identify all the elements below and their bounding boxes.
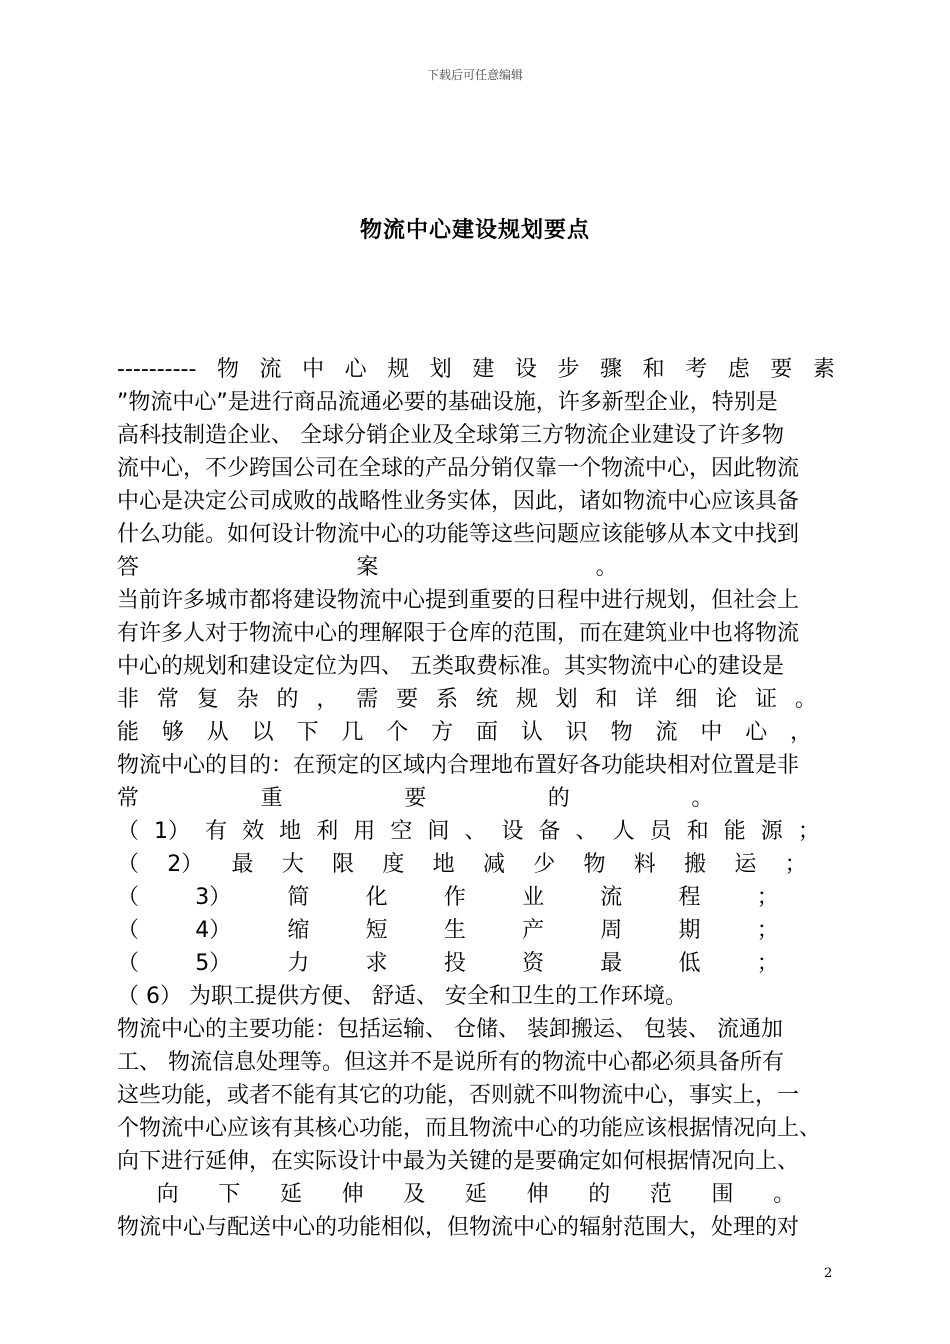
text-segment: （ (117, 819, 140, 844)
text-segment: 常 (156, 687, 179, 712)
text-segment: 人 (612, 819, 635, 844)
text-segment: 步 (557, 357, 580, 382)
text-segment: 重 (260, 786, 283, 811)
body-text (117, 353, 835, 1244)
text-line (117, 1178, 835, 1211)
text-segment: ； (756, 885, 779, 910)
text-segment: 作 (443, 885, 466, 910)
text-segment: 4） (195, 918, 232, 943)
text-segment: 期 (678, 918, 701, 943)
text-segment: 产 (522, 918, 545, 943)
text-segment: 中 (302, 357, 325, 382)
text-line (117, 716, 835, 749)
text-segment: 限 (332, 852, 355, 877)
text-segment: 间 (427, 819, 450, 844)
text-line: 工、 物流信息处理等。但这并不是说所有的物流中心都必须具备所有 (117, 1050, 784, 1075)
text-segment: 划 (555, 687, 578, 712)
text-segment: 。 (794, 687, 817, 712)
text-segment: 下 (296, 720, 319, 745)
text-segment: ---------- (117, 357, 197, 382)
text-segment: 短 (365, 918, 388, 943)
text-segment: 考 (685, 357, 708, 382)
text-segment: 化 (365, 885, 388, 910)
text-segment: 要 (396, 687, 419, 712)
text-segment: 面 (476, 720, 499, 745)
text-segment: ， (790, 720, 813, 745)
text-segment: 物 (610, 720, 633, 745)
text-segment: （ (117, 852, 140, 877)
text-segment: 建 (472, 357, 495, 382)
text-segment: 认 (520, 720, 543, 745)
text-line: 物流中心与配送中心的功能相似，但物流中心的辐射范围大，处理的对 (117, 1215, 800, 1240)
text-line: 高科技制造企业、 全球分销企业及全球第三方物流企业建设了许多物 (117, 423, 784, 448)
text-segment: 搬 (684, 852, 707, 877)
text-segment: 求 (365, 951, 388, 976)
text-line: 中心是决定公司成败的战略性业务实体，因此，诸如物流中心应该具备 (117, 489, 800, 514)
text-segment: 物 (216, 357, 239, 382)
text-segment: 个 (386, 720, 409, 745)
text-segment: 大 (281, 852, 304, 877)
text-line: 有许多人对于物流中心的理解限于仓库的范围，而在建筑业中也将物流 (117, 621, 800, 646)
text-segment: 向 (156, 1182, 179, 1207)
text-segment: ； (756, 918, 779, 943)
text-segment: 规 (515, 687, 538, 712)
text-segment: 投 (443, 951, 466, 976)
text-segment: 流 (600, 885, 623, 910)
text-segment: （ (117, 918, 140, 943)
text-segment: 能 (117, 720, 140, 745)
text-segment: 伸 (526, 1182, 549, 1207)
text-segment: ； (797, 819, 820, 844)
text-segment: 骤 (600, 357, 623, 382)
text-segment: 最 (231, 852, 254, 877)
text-segment: 心 (745, 720, 768, 745)
text-segment: 延 (279, 1182, 302, 1207)
text-segment: 够 (161, 720, 184, 745)
text-segment: 度 (382, 852, 405, 877)
text-segment: 周 (600, 918, 623, 943)
text-segment: 地 (432, 852, 455, 877)
text-segment: 最 (600, 951, 623, 976)
text-segment: 减 (482, 852, 505, 877)
text-segment: 少 (533, 852, 556, 877)
text-segment: 有 (205, 819, 228, 844)
text-segment: 设 (501, 819, 524, 844)
text-line (117, 353, 835, 386)
text-segment: 详 (635, 687, 658, 712)
text-segment: 空 (390, 819, 413, 844)
text-line: 物流中心的主要功能：包括运输、 仓储、 装卸搬运、 包装、 流通加 (117, 1017, 783, 1042)
text-segment: 用 (353, 819, 376, 844)
text-line: 流中心，不少跨国公司在全球的产品分销仅靠一个物流中心，因此物流 (117, 456, 800, 481)
text-line: 这些功能，或者不能有其它的功能，否则就不叫物流中心，事实上，一 (117, 1083, 800, 1108)
text-segment: ； (756, 951, 779, 976)
text-segment: 系 (436, 687, 459, 712)
text-segment: 中 (700, 720, 723, 745)
text-segment: 简 (287, 885, 310, 910)
text-segment: 地 (279, 819, 302, 844)
text-segment: 1） (154, 819, 191, 844)
text-segment: 以 (251, 720, 274, 745)
text-line (117, 551, 835, 584)
text-segment: 下 (218, 1182, 241, 1207)
text-segment: ， (316, 687, 339, 712)
text-segment: 和 (686, 819, 709, 844)
text-segment: 备 (538, 819, 561, 844)
text-line (117, 683, 835, 716)
text-segment: 设 (514, 357, 537, 382)
text-segment: 生 (443, 918, 466, 943)
text-segment: 能 (723, 819, 746, 844)
text-segment: 非 (117, 687, 140, 712)
text-segment: （ (117, 951, 140, 976)
text-line (117, 815, 835, 848)
text-line: 什么功能。如何设计物流中心的功能等这些问题应该能够从本文中找到 (117, 522, 800, 547)
text-segment: 资 (522, 951, 545, 976)
text-segment: ； (784, 852, 807, 877)
text-segment: 规 (387, 357, 410, 382)
text-segment: 要 (770, 357, 793, 382)
text-segment: 缩 (287, 918, 310, 943)
page-header: 下载后可任意编辑 (426, 68, 523, 82)
text-segment: 统 (475, 687, 498, 712)
text-segment: 流 (655, 720, 678, 745)
text-line: 中心的规划和建设定位为四、 五类取费标准。其实物流中心的建设是 (117, 654, 784, 679)
text-line (117, 848, 835, 881)
text-segment: 的 (547, 786, 570, 811)
text-line: 向下进行延伸，在实际设计中最为关键的是要确定如何根据情况向上、 (117, 1149, 800, 1174)
text-segment: 。 (691, 786, 714, 811)
text-line (117, 947, 835, 980)
text-segment: 。 (773, 1182, 796, 1207)
text-segment: 划 (429, 357, 452, 382)
text-segment: 运 (734, 852, 757, 877)
text-segment: 几 (341, 720, 364, 745)
text-line: （ 6） 为职工提供方便、 舒适、 安全和卫生的工作环境。 (117, 984, 687, 1009)
text-segment: 常 (117, 786, 140, 811)
text-line: ”物流中心”是进行商品流通必要的基础设施，许多新型企业，特别是 (117, 390, 778, 415)
text-segment: 、 (464, 819, 487, 844)
text-segment: 识 (565, 720, 588, 745)
text-segment: 力 (287, 951, 310, 976)
text-segment: 料 (633, 852, 656, 877)
text-segment: 答 (117, 555, 140, 580)
text-segment: 、 (575, 819, 598, 844)
text-segment: 论 (715, 687, 738, 712)
text-segment: 源 (760, 819, 783, 844)
text-segment: 素 (812, 357, 835, 382)
text-line (117, 782, 835, 815)
text-segment: 和 (595, 687, 618, 712)
text-segment: 流 (259, 357, 282, 382)
text-segment: 业 (522, 885, 545, 910)
text-segment: 程 (678, 885, 701, 910)
text-segment: 需 (356, 687, 379, 712)
text-segment: 围 (711, 1182, 734, 1207)
text-segment: 及 (403, 1182, 426, 1207)
text-segment: （ (117, 885, 140, 910)
text-segment: 范 (649, 1182, 672, 1207)
text-line: 物流中心的目的：在预定的区域内合理地布置好各功能块相对位置是非 (117, 753, 800, 778)
text-line: 个物流中心应该有其核心功能，而且物流中心的功能应该根据情况向上、 (117, 1116, 822, 1141)
text-segment: 方 (431, 720, 454, 745)
text-segment: 利 (316, 819, 339, 844)
text-segment: 从 (206, 720, 229, 745)
text-segment: 要 (404, 786, 427, 811)
text-segment: 延 (464, 1182, 487, 1207)
text-segment: 物 (583, 852, 606, 877)
text-segment: 和 (642, 357, 665, 382)
text-segment: 5） (195, 951, 232, 976)
text-segment: 心 (344, 357, 367, 382)
text-segment: 证 (755, 687, 778, 712)
text-line (117, 881, 835, 914)
text-segment: 员 (649, 819, 672, 844)
text-segment: 杂 (236, 687, 259, 712)
text-segment: 2） (167, 852, 204, 877)
text-segment: 复 (196, 687, 219, 712)
text-line: 当前许多城市都将建设物流中心提到重要的日程中进行规划，但社会上 (117, 588, 800, 613)
text-segment: 案 (356, 555, 379, 580)
text-segment: 的 (276, 687, 299, 712)
text-segment: 的 (588, 1182, 611, 1207)
text-line (117, 914, 835, 947)
text-segment: 低 (678, 951, 701, 976)
text-segment: 细 (675, 687, 698, 712)
text-segment: 。 (595, 555, 618, 580)
text-segment: 虑 (727, 357, 750, 382)
text-segment: 效 (242, 819, 265, 844)
document-title: 物流中心建设规划要点 (359, 218, 590, 243)
page-number: 2 (824, 1266, 833, 1281)
text-segment: 伸 (341, 1182, 364, 1207)
text-segment: 3） (195, 885, 232, 910)
